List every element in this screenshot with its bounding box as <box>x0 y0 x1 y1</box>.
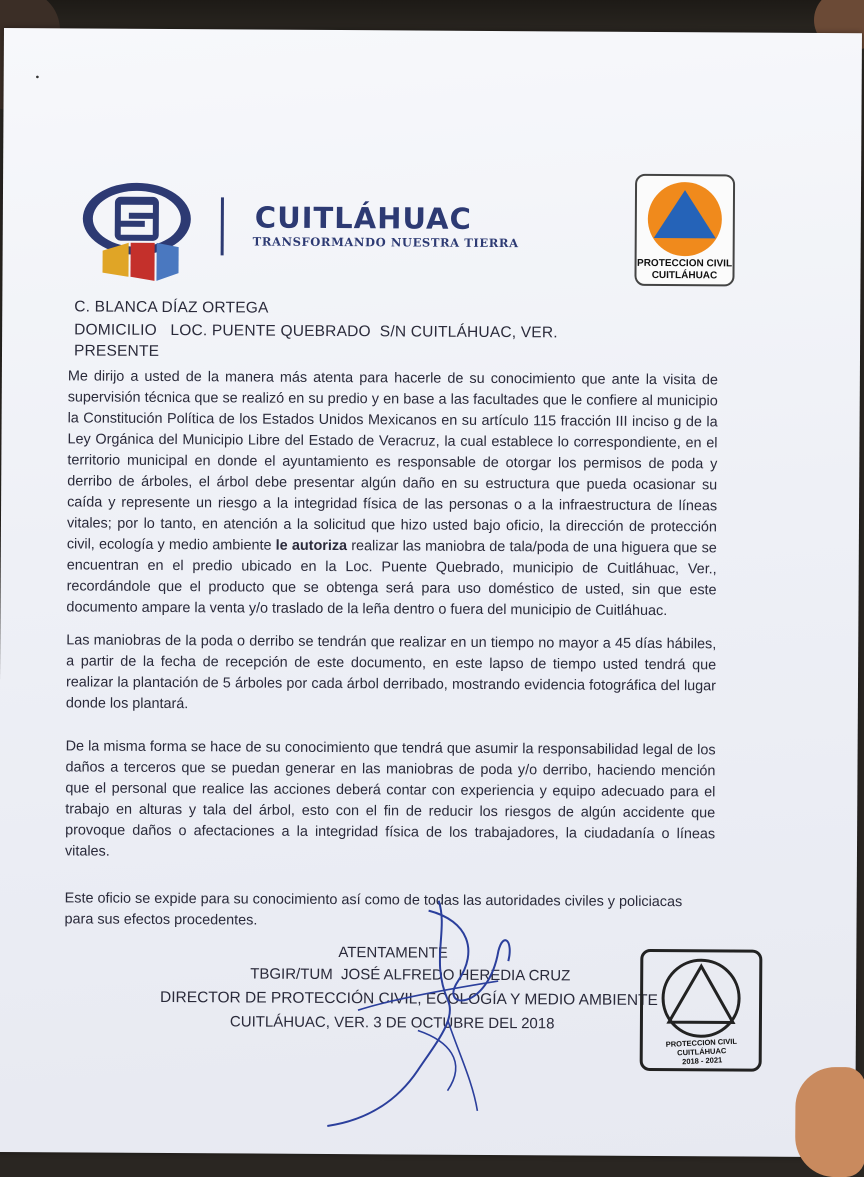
proteccion-civil-logo <box>634 174 735 287</box>
stamp-line1: PROTECCION CIVIL CUITLÁHUAC <box>665 1036 738 1058</box>
pc-logo-line2: CUITLÁHUAC <box>651 269 718 282</box>
brand-title: CUITLÁHUAC <box>254 200 472 236</box>
paragraph-1 <box>66 366 718 622</box>
recipient-greeting: PRESENTE <box>73 342 160 360</box>
paragraph-1-part-b: realizar las maniobra de tala/poda de una higuera que se encuentran en el predio ubicado en la Loc. Puente Quebrado, municipio de Cuitláhuac, Ver., recordándole que el producto que se obtenga será para uso doméstico de usted, sin que este documento ampare la venta y/o traslado de la leña dentro o fuera del municipio de Cuitláhuac. <box>66 538 717 620</box>
municipal-logo-icon <box>80 176 193 289</box>
recipient-name: C. BLANCA DÍAZ ORTEGA <box>74 298 269 317</box>
handwritten-signature <box>297 890 538 1131</box>
stamp-text <box>646 1036 757 1068</box>
official-stamp <box>640 949 763 1072</box>
paragraph-1-part-a: Me dirijo a usted de la manera más atenta para hacerle de su conocimiento que ante la visita de supervisión técnica que se realizó en su predio y en base a las facultades que le confiere al municipio la Constitución Política de los Estados Unidos Mexicanos en su artículo 115 fracción III inciso g de la Ley Orgánica del Municipio Libre del Estado de Veracruz, la cual establece lo correspondiente, en el territorio municipal en donde el ayuntamiento es responsable de otorgar los permisos de poda y derribo de árboles, el árbol debe presentar algún daño en su estructura que pueda ocasionar su caída y represente un riesgo a la integridad física de las personas o a la infraestructura de líneas vitales; por lo tanto, en atención a la solicitud que hizo usted bajo oficio, la dirección de protección civil, ecología y medio ambiente <box>66 368 718 554</box>
civil-protection-triangle-icon <box>646 180 724 258</box>
signer-name: TBGIR/TUM JOSÉ ALFREDO HEREDIA CRUZ <box>250 965 571 985</box>
paragraph-2: Las maniobras de la poda o derribo se tendrán que realizar en un tiempo no mayor a 45 días hábiles, a partir de la fecha de recepción de este documento, en este lapso de tiempo usted tendrá que realizar la plantación de 5 árboles por cada árbol derribado, mostrando evidencia fotográfica del lugar donde los plantará. <box>65 632 717 713</box>
stamp-triangle-icon <box>655 956 748 1041</box>
pc-logo-text <box>636 258 732 283</box>
closing-salutation: ATENTAMENTE <box>338 944 448 962</box>
paragraph-4: Este oficio se expide para su conocimiento así como de todas las autoridades civiles y policiacas para sus efectos procedentes. <box>64 890 683 929</box>
place-date: CUITLÁHUAC, VER. 3 DE OCTUBRE DEL 2018 <box>229 1013 555 1033</box>
signer-title: DIRECTOR DE PROTECCIÓN CIVIL, ECOLOGÍA Y MEDIO AMBIENTE <box>160 988 658 1010</box>
authorization-phrase: le autoriza <box>275 537 348 555</box>
finger-bottom-right <box>795 1067 864 1177</box>
stamp-line2: 2018 - 2021 <box>681 1055 723 1067</box>
pc-logo-line1: PROTECCION CIVIL <box>637 257 733 270</box>
paragraph-3: De la misma forma se hace de su conocimiento que tendrá que asumir la responsabilidad legal de los daños a terceros que se puedan generar en las maniobras de poda y/o derribo, haciendo mención que el personal que realice las acciones deberá contar con experiencia y equipo adecuado para el trabajo en alturas y tala del árbol, esto con el fin de reducir los riesgos de algún accidente que provoque daños o afectaciones a la integridad física de los trabajadores, la ciudadanía o líneas vitales. <box>64 738 716 860</box>
brand-subtitle: TRANSFORMANDO NUESTRA TIERRA <box>252 234 519 251</box>
stray-mark: • <box>35 72 40 84</box>
letter-sheet <box>0 28 862 1157</box>
recipient-address: DOMICILIO LOC. PUENTE QUEBRADO S/N CUITLÁHUAC, VER. <box>74 321 558 342</box>
brand-divider <box>221 197 224 255</box>
